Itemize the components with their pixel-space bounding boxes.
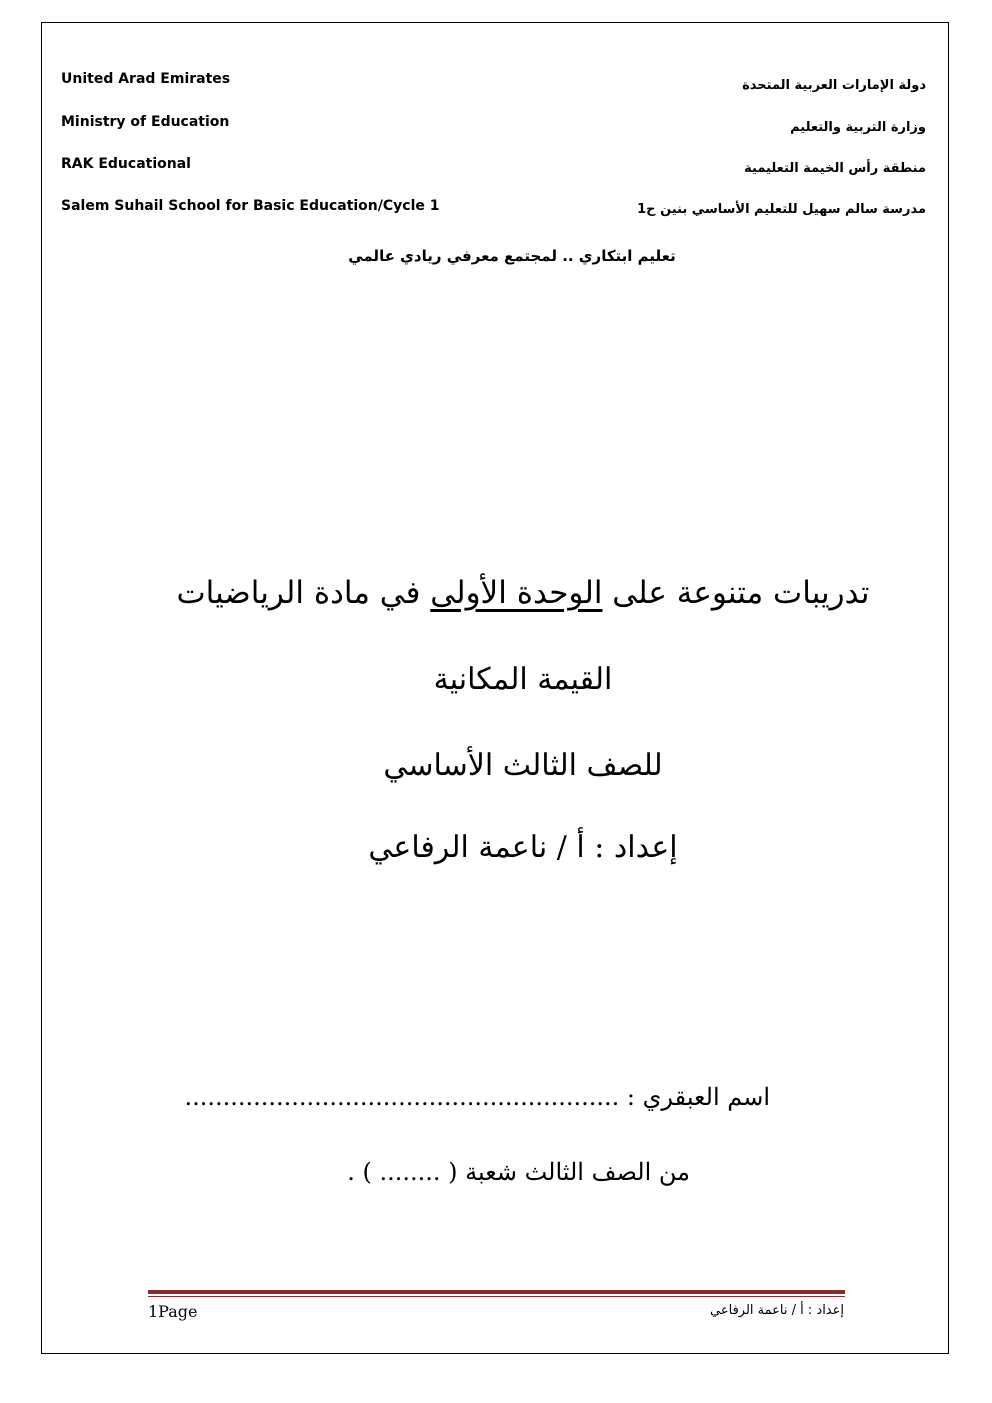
footer-rule <box>148 1290 845 1297</box>
header-ministry-en: Ministry of Education <box>61 114 230 130</box>
student-name-field: اسم العبقري : ......................................................... <box>184 1083 770 1111</box>
header-school-ar: مدرسة سالم سهيل للتعليم الأساسي بنين ح1 <box>637 202 926 217</box>
header-ministry-ar: وزارة التربية والتعليم <box>790 120 926 135</box>
worksheet-grade: للصف الثالث الأساسي <box>383 748 663 783</box>
worksheet-topic: القيمة المكانية <box>433 662 613 697</box>
header-country-ar: دولة الإمارات العربية المتحدة <box>742 78 926 93</box>
title-part-2: في مادة الرياضيات <box>176 575 431 611</box>
header-school-en: Salem Suhail School for Basic Education/Cycle 1 <box>61 198 440 214</box>
student-class-field: من الصف الثالث شعبة ( ........ ) . <box>347 1158 690 1186</box>
title-part-1: تدريبات متنوعة على <box>602 575 870 611</box>
worksheet-title <box>0 575 992 611</box>
footer-page-number: 1Page <box>148 1302 198 1321</box>
school-motto: تعليم ابتكاري .. لمجتمع معرفي ريادي عالمي <box>348 247 676 265</box>
header-country-en: United Arad Emirates <box>61 71 231 87</box>
header-region-en: RAK Educational <box>61 156 191 172</box>
title-unit-underlined: الوحدة الأولى <box>430 575 603 611</box>
header-region-ar: منطقة رأس الخيمة التعليمية <box>744 161 926 176</box>
footer-author: إعداد : أ / ناعمة الرفاعي <box>710 1303 844 1318</box>
worksheet-author: إعداد : أ / ناعمة الرفاعي <box>368 830 678 865</box>
